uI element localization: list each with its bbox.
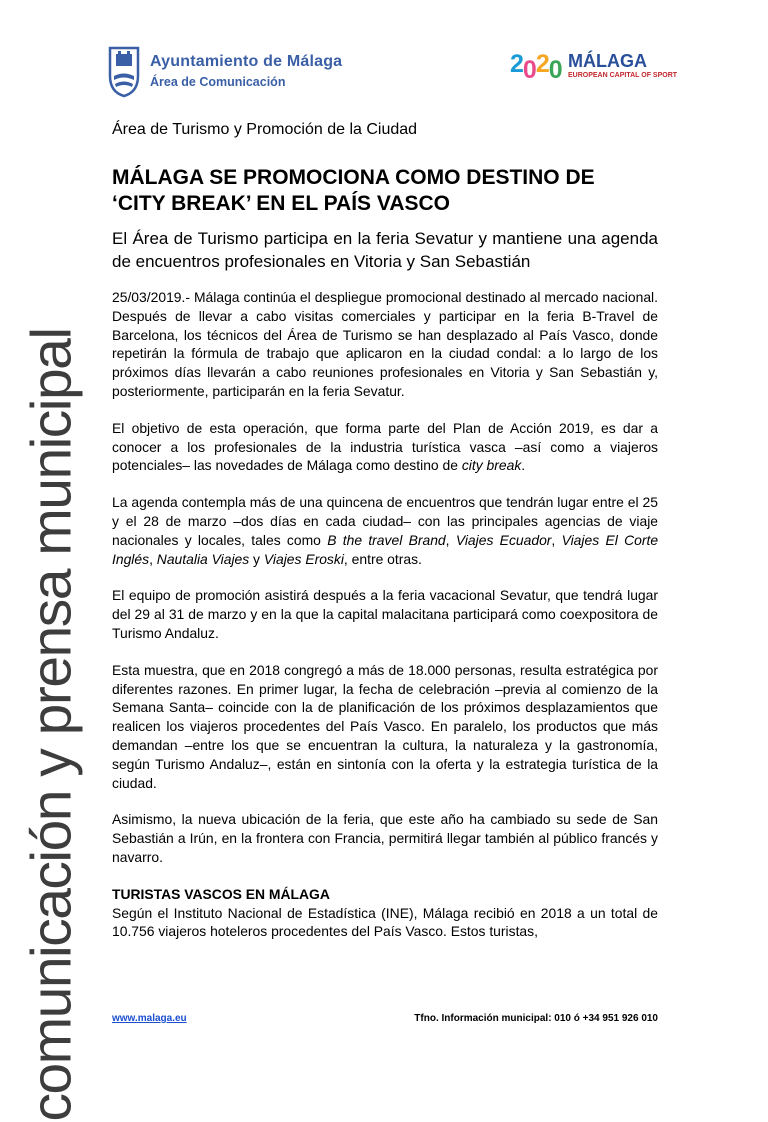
- sport-logo-subtitle: EUROPEAN CAPITAL OF SPORT: [568, 72, 678, 79]
- paragraph-3: [112, 493, 658, 568]
- agency-name: Viajes Ecuador: [455, 531, 552, 548]
- paragraph-2: [112, 419, 658, 475]
- year-digit: 2: [535, 50, 549, 78]
- section-heading: TURISTAS VASCOS EN MÁLAGA: [112, 885, 330, 902]
- paragraph-7: Según el Instituto Nacional de Estadística (INE), Málaga recibió en 2018 a un total de 10.756 viajeros hoteleros procedentes del País Vasco. Estos turistas,: [112, 904, 658, 940]
- title-line-2: ‘CITY BREAK’ EN EL PAÍS VASCO: [112, 192, 451, 215]
- org-name: Ayuntamiento de Málaga: [150, 53, 343, 70]
- paragraph-2-text: El objetivo de esta operación, que forma parte del Plan de Acción 2019, es dar a conocer a los profesionales de la industria turística vasca –así como a viajeros potenciales– las novedades de Málaga como destino de: [112, 419, 658, 474]
- sport-logo-city: MÁLAGA: [568, 51, 647, 71]
- website-link[interactable]: www.malaga.eu: [112, 1013, 187, 1024]
- separator: ,: [149, 550, 157, 567]
- year-digit: 2: [510, 50, 523, 78]
- area-line: Área de Turismo y Promoción de la Ciudad: [112, 121, 418, 138]
- separator: y: [249, 550, 264, 567]
- org-department: Área de Comunicación: [150, 75, 286, 89]
- side-banner-text: comunicación y prensa municipal: [19, 328, 84, 1122]
- agency-name: B the travel Brand: [327, 531, 446, 548]
- paragraph-1: 25/03/2019.- Málaga continúa el despliegue promocional destinado al mercado nacional. Después de llevar a cabo visitas comerciales y participar en la feria B-Travel de Barcelona, los técnicos del Área de Turismo se han desplazado al País Vasco, donde repetirán la fórmula de trabajo que aplicaron en la ciudad condal: a lo largo de los próximos días llevarán a cabo reuniones profesionales en Vitoria y San Sebastián y, posteriormente, participarán en la feria Sevatur.: [112, 289, 658, 399]
- subtitle: El Área de Turismo participa en la feria Sevatur y mantiene una agenda de encuentros profesionales en Vitoria y San Sebastián: [112, 229, 658, 271]
- side-banner: [4, 150, 100, 1122]
- agency-name: Viajes Eroski: [263, 550, 344, 567]
- city-crest-icon: [107, 46, 141, 98]
- ayuntamiento-logo: [107, 44, 417, 100]
- paragraph-6: Asimismo, la nueva ubicación de la feria, que este año ha cambiado su sede de San Sebastián a Irún, en la frontera con Francia, permitirá llegar también al público francés y navarro.: [112, 811, 658, 865]
- european-capital-sport-logo: [510, 50, 678, 84]
- paragraph-4: El equipo de promoción asistirá después a la feria vacacional Sevatur, que tendrá lugar del 29 al 31 de marzo y en la que la capital malacitana participará como coexpositora de Turismo Andaluz.: [112, 587, 658, 641]
- press-release-body: [112, 121, 658, 959]
- paragraph-3-text: La agenda contempla más de una quincena de encuentros que tendrán lugar entre el 25 y el 28 de marzo –dos días en cada ciudad– con las principales agencias de viaje nacionales y locales, tales como: [112, 494, 658, 548]
- paragraph-3-end: , entre otras.: [343, 550, 422, 567]
- paragraph-5: Esta muestra, que en 2018 congregó a más de 18.000 personas, resulta estratégica por diferentes razones. En primer lugar, la fecha de celebración –previa al comienzo de la Semana Santa– coincide con la de planificación de los próximos desplazamientos que realicen los viajeros procedentes del País Vasco. En paralelo, los productos que más demandan –entre los que se encuentran la cultura, la naturaleza y la gastronomía, según Turismo Andaluz–, están en sintonía con la oferta y la estrategia turística de la ciudad.: [112, 661, 658, 791]
- footer-phone: Tfno. Información municipal: 010 ó +34 951 926 010: [414, 1013, 658, 1024]
- separator: ,: [445, 531, 456, 548]
- year-digit: 0: [522, 56, 536, 84]
- page-title: [112, 165, 658, 217]
- agency-name: Nautalia Viajes: [156, 550, 250, 567]
- agency-name: Viajes El Corte Inglés: [112, 531, 659, 567]
- sport-logo-year: [510, 50, 562, 84]
- title-line-1: MÁLAGA SE PROMOCIONA COMO DESTINO DE: [112, 166, 595, 189]
- separator: ,: [551, 531, 562, 548]
- paragraph-2-end: .: [521, 457, 526, 474]
- paragraph-2-emphasis: city break: [461, 457, 522, 474]
- year-digit: 0: [548, 56, 562, 84]
